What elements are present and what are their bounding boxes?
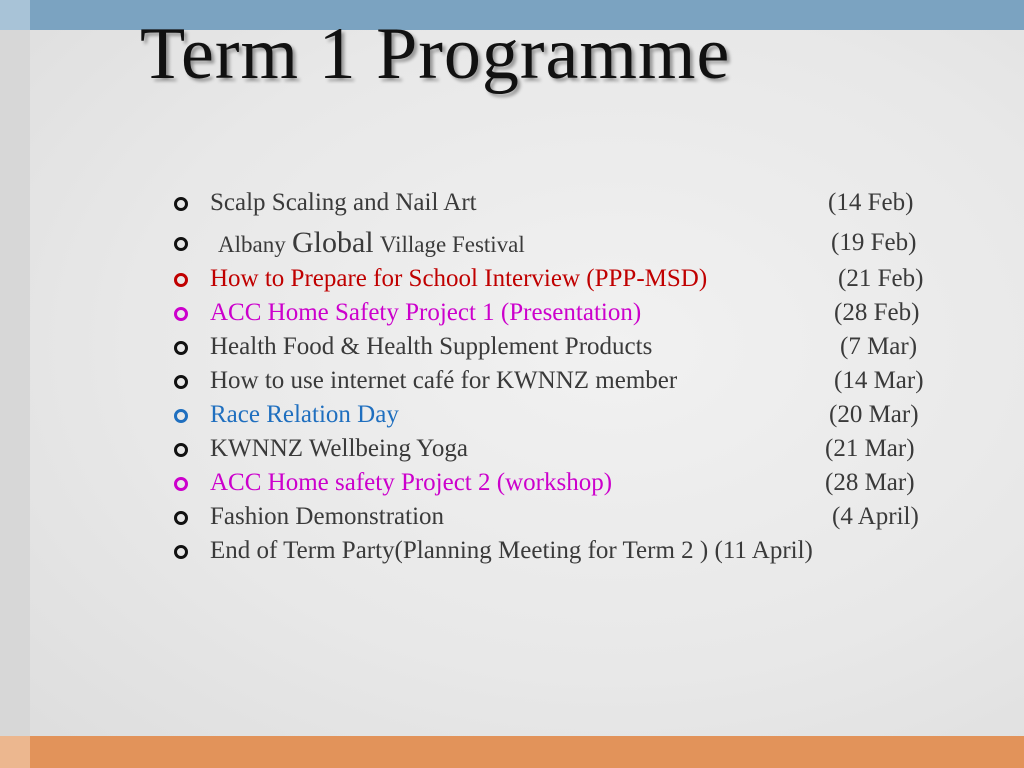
item-label: ACC Home Safety Project 1 (Presentation) <box>210 299 642 326</box>
left-accent-strip <box>0 30 30 736</box>
item-label: ACC Home safety Project 2 (workshop) <box>210 469 613 496</box>
item-date: (4 April) <box>832 503 919 530</box>
item-label <box>218 225 525 263</box>
item-date: (7 Mar) <box>840 333 918 360</box>
bullet-icon <box>174 273 188 287</box>
bullet-icon <box>174 443 188 457</box>
bottom-accent-bar <box>0 736 1024 768</box>
bullet-icon <box>174 375 188 389</box>
item-date: (20 Mar) <box>829 401 919 428</box>
item-label: Race Relation Day <box>210 401 399 428</box>
item-date: (19 Feb) <box>831 229 917 256</box>
item-label: How to use internet café for KWNNZ member <box>210 367 678 394</box>
item-date: (28 Mar) <box>825 469 915 496</box>
item-label: How to Prepare for School Interview (PPP-MSD) <box>210 265 708 292</box>
item-label: Fashion Demonstration <box>210 503 445 530</box>
bullet-icon <box>174 197 188 211</box>
item-label: Scalp Scaling and Nail Art <box>210 189 477 216</box>
item-date: (21 Mar) <box>825 435 915 462</box>
item-label: Health Food & Health Supplement Products <box>210 333 653 360</box>
item-date: (14 Mar) <box>834 367 924 394</box>
item-date: (28 Feb) <box>834 299 920 326</box>
item-date: (21 Feb) <box>838 265 924 292</box>
item-label: KWNNZ Wellbeing Yoga <box>210 435 468 462</box>
item-label: End of Term Party(Planning Meeting for Term 2 ) (11 April) <box>210 537 813 564</box>
bullet-icon <box>174 237 188 251</box>
slide-title: Term 1 Programme <box>140 13 731 95</box>
bottom-left-accent-square <box>0 736 30 768</box>
bullet-icon <box>174 477 188 491</box>
item-label-part: Global <box>291 226 374 259</box>
bullet-icon <box>174 307 188 321</box>
item-date: (14 Feb) <box>828 189 914 216</box>
bullet-icon <box>174 409 188 423</box>
item-label-part: Albany <box>218 232 286 257</box>
bullet-icon <box>174 545 188 559</box>
top-left-accent-square <box>0 0 30 30</box>
item-label-part: Village Festival <box>379 232 525 257</box>
bullet-icon <box>174 341 188 355</box>
bullet-icon <box>174 511 188 525</box>
